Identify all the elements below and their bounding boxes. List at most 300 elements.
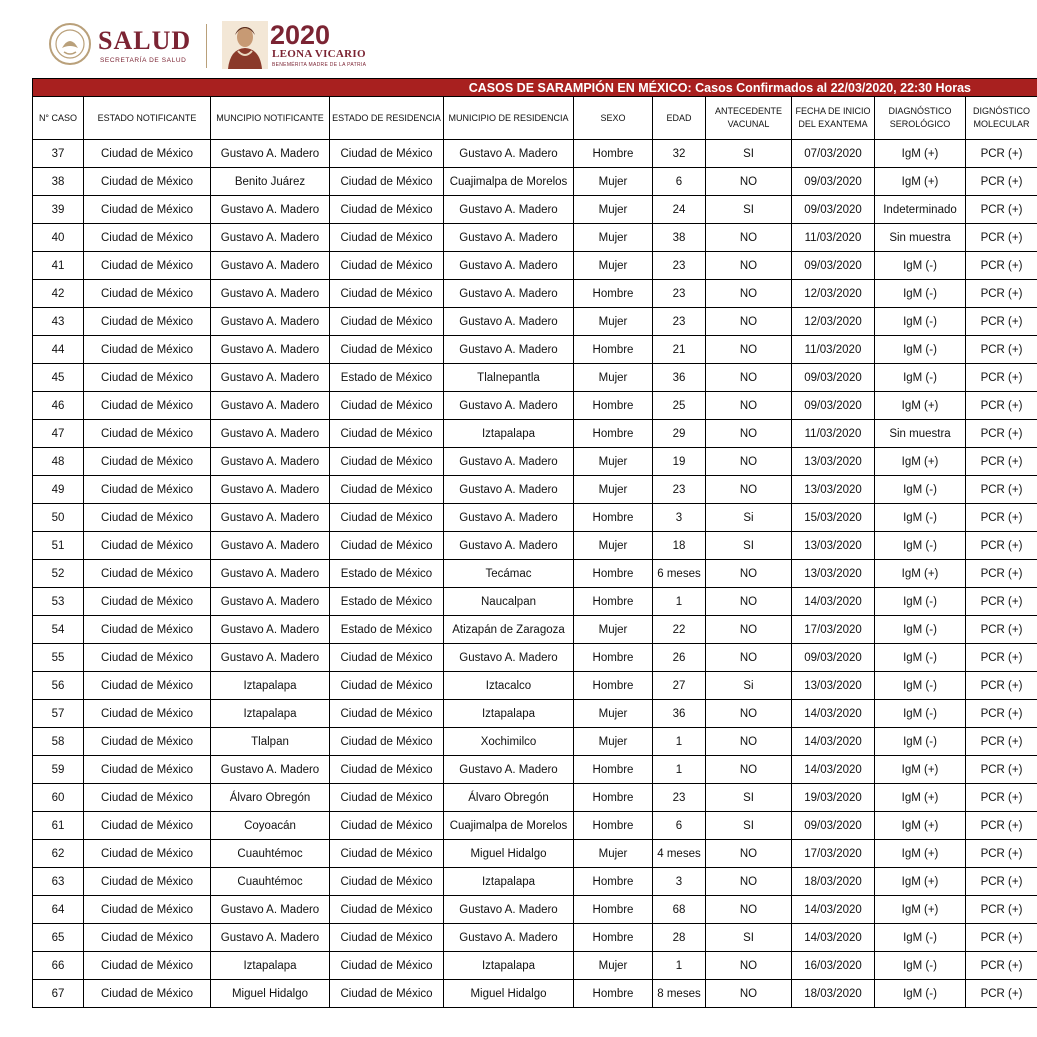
cell-residence-municipality: Gustavo A. Madero bbox=[444, 476, 574, 504]
cell-rash-onset-date: 17/03/2020 bbox=[792, 840, 875, 868]
table-row bbox=[33, 700, 1037, 728]
cell-age: 1 bbox=[653, 588, 706, 616]
cell-reporting-state: Ciudad de México bbox=[84, 672, 211, 700]
cell-sex: Mujer bbox=[574, 168, 653, 196]
cell-age: 68 bbox=[653, 896, 706, 924]
cell-rash-onset-date: 17/03/2020 bbox=[792, 616, 875, 644]
cell-case-number: 60 bbox=[33, 784, 84, 812]
cell-rash-onset-date: 14/03/2020 bbox=[792, 728, 875, 756]
cell-rash-onset-date: 13/03/2020 bbox=[792, 672, 875, 700]
cell-reporting-state: Ciudad de México bbox=[84, 448, 211, 476]
cell-reporting-municipality: Gustavo A. Madero bbox=[211, 896, 330, 924]
cell-age: 23 bbox=[653, 476, 706, 504]
cell-age: 25 bbox=[653, 392, 706, 420]
cell-molecular-diagnosis: PCR (+) bbox=[966, 196, 1037, 224]
cell-case-number: 46 bbox=[33, 392, 84, 420]
cell-case-number: 56 bbox=[33, 672, 84, 700]
cell-residence-state: Ciudad de México bbox=[330, 168, 444, 196]
cell-reporting-state: Ciudad de México bbox=[84, 364, 211, 392]
table-row bbox=[33, 588, 1037, 616]
cell-molecular-diagnosis: PCR (+) bbox=[966, 756, 1037, 784]
cell-serological-diagnosis: IgM (-) bbox=[875, 588, 966, 616]
cell-molecular-diagnosis: PCR (+) bbox=[966, 812, 1037, 840]
cell-sex: Hombre bbox=[574, 280, 653, 308]
table-row bbox=[33, 896, 1037, 924]
cell-vaccination-history: NO bbox=[706, 336, 792, 364]
cell-case-number: 38 bbox=[33, 168, 84, 196]
cell-molecular-diagnosis: PCR (+) bbox=[966, 840, 1037, 868]
cell-sex: Hombre bbox=[574, 140, 653, 168]
column-header-reporting-municipality: MUNCIPIO NOTIFICANTE bbox=[211, 97, 330, 140]
cell-reporting-municipality: Cuauhtémoc bbox=[211, 840, 330, 868]
cell-serological-diagnosis: IgM (+) bbox=[875, 168, 966, 196]
leona-vicario-portrait-icon bbox=[222, 21, 268, 69]
cases-table-container bbox=[32, 78, 1037, 1008]
cell-residence-state: Ciudad de México bbox=[330, 784, 444, 812]
cell-vaccination-history: SI bbox=[706, 924, 792, 952]
cell-rash-onset-date: 13/03/2020 bbox=[792, 476, 875, 504]
cell-case-number: 44 bbox=[33, 336, 84, 364]
cell-residence-municipality: Iztapalapa bbox=[444, 420, 574, 448]
cell-serological-diagnosis: Indeterminado bbox=[875, 196, 966, 224]
cell-reporting-municipality: Gustavo A. Madero bbox=[211, 644, 330, 672]
cell-case-number: 50 bbox=[33, 504, 84, 532]
cell-reporting-state: Ciudad de México bbox=[84, 840, 211, 868]
cell-rash-onset-date: 18/03/2020 bbox=[792, 980, 875, 1008]
cell-serological-diagnosis: IgM (+) bbox=[875, 140, 966, 168]
cell-reporting-municipality: Gustavo A. Madero bbox=[211, 588, 330, 616]
cell-serological-diagnosis: IgM (+) bbox=[875, 896, 966, 924]
cell-residence-state: Ciudad de México bbox=[330, 280, 444, 308]
cell-reporting-municipality: Gustavo A. Madero bbox=[211, 140, 330, 168]
cell-reporting-state: Ciudad de México bbox=[84, 896, 211, 924]
column-header-sex: SEXO bbox=[574, 97, 653, 140]
cell-residence-municipality: Gustavo A. Madero bbox=[444, 448, 574, 476]
cell-case-number: 59 bbox=[33, 756, 84, 784]
table-row bbox=[33, 616, 1037, 644]
cell-vaccination-history: SI bbox=[706, 196, 792, 224]
cell-serological-diagnosis: IgM (-) bbox=[875, 364, 966, 392]
cell-rash-onset-date: 07/03/2020 bbox=[792, 140, 875, 168]
cell-age: 19 bbox=[653, 448, 706, 476]
cell-residence-state: Ciudad de México bbox=[330, 532, 444, 560]
cell-residence-municipality: Iztapalapa bbox=[444, 952, 574, 980]
column-header-vaccination-history: ANTECEDENTE VACUNAL bbox=[706, 97, 792, 140]
cell-reporting-municipality: Gustavo A. Madero bbox=[211, 532, 330, 560]
table-row bbox=[33, 252, 1037, 280]
cell-sex: Hombre bbox=[574, 420, 653, 448]
cell-serological-diagnosis: IgM (+) bbox=[875, 560, 966, 588]
cell-case-number: 55 bbox=[33, 644, 84, 672]
cell-sex: Mujer bbox=[574, 224, 653, 252]
cell-reporting-state: Ciudad de México bbox=[84, 812, 211, 840]
cell-sex: Hombre bbox=[574, 924, 653, 952]
cell-reporting-municipality: Iztapalapa bbox=[211, 700, 330, 728]
cell-serological-diagnosis: Sin muestra bbox=[875, 420, 966, 448]
cell-residence-municipality: Gustavo A. Madero bbox=[444, 280, 574, 308]
cell-reporting-state: Ciudad de México bbox=[84, 728, 211, 756]
column-header-residence-state: ESTADO DE RESIDENCIA bbox=[330, 97, 444, 140]
cell-reporting-state: Ciudad de México bbox=[84, 392, 211, 420]
cell-residence-state: Estado de México bbox=[330, 560, 444, 588]
cell-case-number: 63 bbox=[33, 868, 84, 896]
cell-residence-state: Ciudad de México bbox=[330, 196, 444, 224]
cell-residence-state: Ciudad de México bbox=[330, 756, 444, 784]
cell-age: 21 bbox=[653, 336, 706, 364]
cell-case-number: 52 bbox=[33, 560, 84, 588]
cell-rash-onset-date: 11/03/2020 bbox=[792, 336, 875, 364]
cell-residence-state: Ciudad de México bbox=[330, 644, 444, 672]
column-header-residence-municipality: MUNICIPIO DE RESIDENCIA bbox=[444, 97, 574, 140]
table-row bbox=[33, 224, 1037, 252]
cell-sex: Mujer bbox=[574, 476, 653, 504]
cell-case-number: 37 bbox=[33, 140, 84, 168]
cell-serological-diagnosis: Sin muestra bbox=[875, 224, 966, 252]
cell-sex: Hombre bbox=[574, 644, 653, 672]
cell-residence-municipality: Álvaro Obregón bbox=[444, 784, 574, 812]
table-row bbox=[33, 308, 1037, 336]
cell-residence-municipality: Tecámac bbox=[444, 560, 574, 588]
cell-reporting-municipality: Álvaro Obregón bbox=[211, 784, 330, 812]
cell-age: 27 bbox=[653, 672, 706, 700]
cell-vaccination-history: NO bbox=[706, 364, 792, 392]
cell-molecular-diagnosis: PCR (+) bbox=[966, 924, 1037, 952]
cell-residence-state: Ciudad de México bbox=[330, 336, 444, 364]
cell-reporting-municipality: Benito Juárez bbox=[211, 168, 330, 196]
cell-serological-diagnosis: IgM (-) bbox=[875, 728, 966, 756]
cell-reporting-municipality: Gustavo A. Madero bbox=[211, 196, 330, 224]
cell-rash-onset-date: 09/03/2020 bbox=[792, 196, 875, 224]
cell-residence-municipality: Tlalnepantla bbox=[444, 364, 574, 392]
cell-reporting-state: Ciudad de México bbox=[84, 224, 211, 252]
cell-age: 1 bbox=[653, 952, 706, 980]
cell-reporting-state: Ciudad de México bbox=[84, 280, 211, 308]
cell-rash-onset-date: 09/03/2020 bbox=[792, 252, 875, 280]
cell-vaccination-history: NO bbox=[706, 896, 792, 924]
cell-sex: Hombre bbox=[574, 504, 653, 532]
cell-sex: Mujer bbox=[574, 616, 653, 644]
cell-reporting-municipality: Gustavo A. Madero bbox=[211, 252, 330, 280]
cell-residence-municipality: Gustavo A. Madero bbox=[444, 308, 574, 336]
leona-vicario-subtitle: BENEMÉRITA MADRE DE LA PATRIA bbox=[272, 62, 367, 68]
cell-serological-diagnosis: IgM (-) bbox=[875, 336, 966, 364]
cell-molecular-diagnosis: PCR (+) bbox=[966, 672, 1037, 700]
cell-case-number: 64 bbox=[33, 896, 84, 924]
cell-residence-state: Ciudad de México bbox=[330, 728, 444, 756]
cell-case-number: 66 bbox=[33, 952, 84, 980]
cell-molecular-diagnosis: PCR (+) bbox=[966, 504, 1037, 532]
table-title: CASOS DE SARAMPIÓN EN MÉXICO: Casos Confirmados al 22/03/2020, 22:30 Horas bbox=[33, 79, 1037, 97]
cell-vaccination-history: SI bbox=[706, 812, 792, 840]
cell-rash-onset-date: 09/03/2020 bbox=[792, 812, 875, 840]
cell-vaccination-history: NO bbox=[706, 588, 792, 616]
cell-age: 1 bbox=[653, 728, 706, 756]
table-row bbox=[33, 476, 1037, 504]
cell-sex: Hombre bbox=[574, 672, 653, 700]
cell-reporting-municipality: Gustavo A. Madero bbox=[211, 616, 330, 644]
cell-reporting-municipality: Iztapalapa bbox=[211, 672, 330, 700]
cell-vaccination-history: NO bbox=[706, 224, 792, 252]
cell-residence-state: Ciudad de México bbox=[330, 980, 444, 1008]
cell-sex: Mujer bbox=[574, 700, 653, 728]
table-row bbox=[33, 952, 1037, 980]
cell-residence-municipality: Gustavo A. Madero bbox=[444, 644, 574, 672]
cell-rash-onset-date: 15/03/2020 bbox=[792, 504, 875, 532]
cell-sex: Hombre bbox=[574, 980, 653, 1008]
cell-serological-diagnosis: IgM (+) bbox=[875, 448, 966, 476]
table-row bbox=[33, 812, 1037, 840]
table-row bbox=[33, 840, 1037, 868]
cell-residence-state: Ciudad de México bbox=[330, 224, 444, 252]
cell-serological-diagnosis: IgM (-) bbox=[875, 980, 966, 1008]
cell-molecular-diagnosis: PCR (+) bbox=[966, 168, 1037, 196]
table-row bbox=[33, 532, 1037, 560]
cell-reporting-state: Ciudad de México bbox=[84, 952, 211, 980]
cell-residence-state: Ciudad de México bbox=[330, 700, 444, 728]
cell-reporting-state: Ciudad de México bbox=[84, 924, 211, 952]
logo-header bbox=[48, 20, 408, 72]
cell-rash-onset-date: 13/03/2020 bbox=[792, 560, 875, 588]
cell-case-number: 47 bbox=[33, 420, 84, 448]
cell-reporting-municipality: Miguel Hidalgo bbox=[211, 980, 330, 1008]
cell-molecular-diagnosis: PCR (+) bbox=[966, 644, 1037, 672]
cell-sex: Hombre bbox=[574, 336, 653, 364]
cell-molecular-diagnosis: PCR (+) bbox=[966, 140, 1037, 168]
cell-reporting-municipality: Gustavo A. Madero bbox=[211, 448, 330, 476]
cell-reporting-municipality: Iztapalapa bbox=[211, 952, 330, 980]
cell-rash-onset-date: 16/03/2020 bbox=[792, 952, 875, 980]
column-header-serological-diagnosis: DIAGNÓSTICO SEROLÓGICO bbox=[875, 97, 966, 140]
cell-sex: Mujer bbox=[574, 364, 653, 392]
cell-residence-municipality: Gustavo A. Madero bbox=[444, 504, 574, 532]
cell-sex: Mujer bbox=[574, 728, 653, 756]
cell-reporting-municipality: Gustavo A. Madero bbox=[211, 420, 330, 448]
cell-residence-municipality: Iztacalco bbox=[444, 672, 574, 700]
cell-age: 32 bbox=[653, 140, 706, 168]
cell-residence-municipality: Iztapalapa bbox=[444, 700, 574, 728]
cell-molecular-diagnosis: PCR (+) bbox=[966, 700, 1037, 728]
column-header-age: EDAD bbox=[653, 97, 706, 140]
cell-case-number: 39 bbox=[33, 196, 84, 224]
cell-case-number: 65 bbox=[33, 924, 84, 952]
cell-serological-diagnosis: IgM (+) bbox=[875, 812, 966, 840]
cell-molecular-diagnosis: PCR (+) bbox=[966, 392, 1037, 420]
cell-rash-onset-date: 19/03/2020 bbox=[792, 784, 875, 812]
cell-vaccination-history: NO bbox=[706, 308, 792, 336]
cell-residence-state: Ciudad de México bbox=[330, 392, 444, 420]
cell-sex: Mujer bbox=[574, 952, 653, 980]
cell-residence-municipality: Gustavo A. Madero bbox=[444, 924, 574, 952]
cell-age: 26 bbox=[653, 644, 706, 672]
cell-residence-municipality: Xochimilco bbox=[444, 728, 574, 756]
cell-age: 3 bbox=[653, 504, 706, 532]
cell-case-number: 61 bbox=[33, 812, 84, 840]
cell-vaccination-history: SI bbox=[706, 532, 792, 560]
cell-serological-diagnosis: IgM (-) bbox=[875, 616, 966, 644]
cell-molecular-diagnosis: PCR (+) bbox=[966, 868, 1037, 896]
cell-case-number: 53 bbox=[33, 588, 84, 616]
cell-rash-onset-date: 14/03/2020 bbox=[792, 924, 875, 952]
cell-residence-municipality: Naucalpan bbox=[444, 588, 574, 616]
cell-molecular-diagnosis: PCR (+) bbox=[966, 280, 1037, 308]
cell-age: 6 meses bbox=[653, 560, 706, 588]
cell-vaccination-history: NO bbox=[706, 420, 792, 448]
cell-case-number: 42 bbox=[33, 280, 84, 308]
cell-case-number: 58 bbox=[33, 728, 84, 756]
cell-molecular-diagnosis: PCR (+) bbox=[966, 952, 1037, 980]
cell-reporting-municipality: Coyoacán bbox=[211, 812, 330, 840]
cell-vaccination-history: NO bbox=[706, 616, 792, 644]
cell-residence-state: Ciudad de México bbox=[330, 420, 444, 448]
cell-rash-onset-date: 11/03/2020 bbox=[792, 224, 875, 252]
cell-sex: Hombre bbox=[574, 868, 653, 896]
cell-residence-state: Ciudad de México bbox=[330, 924, 444, 952]
cell-rash-onset-date: 14/03/2020 bbox=[792, 700, 875, 728]
cell-age: 18 bbox=[653, 532, 706, 560]
cell-vaccination-history: NO bbox=[706, 168, 792, 196]
cell-case-number: 48 bbox=[33, 448, 84, 476]
leona-vicario-wordmark: LEONA VICARIO bbox=[272, 48, 366, 60]
cell-reporting-municipality: Gustavo A. Madero bbox=[211, 364, 330, 392]
cell-reporting-municipality: Gustavo A. Madero bbox=[211, 924, 330, 952]
cell-molecular-diagnosis: PCR (+) bbox=[966, 308, 1037, 336]
table-row bbox=[33, 168, 1037, 196]
cell-sex: Hombre bbox=[574, 392, 653, 420]
cell-serological-diagnosis: IgM (-) bbox=[875, 644, 966, 672]
cell-reporting-municipality: Gustavo A. Madero bbox=[211, 560, 330, 588]
cell-residence-state: Ciudad de México bbox=[330, 672, 444, 700]
table-row bbox=[33, 336, 1037, 364]
cell-reporting-municipality: Gustavo A. Madero bbox=[211, 504, 330, 532]
cell-residence-municipality: Gustavo A. Madero bbox=[444, 224, 574, 252]
table-row bbox=[33, 420, 1037, 448]
table-row bbox=[33, 392, 1037, 420]
cell-reporting-state: Ciudad de México bbox=[84, 756, 211, 784]
cell-age: 23 bbox=[653, 308, 706, 336]
cell-residence-state: Ciudad de México bbox=[330, 252, 444, 280]
cell-reporting-state: Ciudad de México bbox=[84, 308, 211, 336]
cell-molecular-diagnosis: PCR (+) bbox=[966, 560, 1037, 588]
cell-vaccination-history: NO bbox=[706, 700, 792, 728]
cell-molecular-diagnosis: PCR (+) bbox=[966, 336, 1037, 364]
cell-reporting-state: Ciudad de México bbox=[84, 980, 211, 1008]
salud-subtitle: SECRETARÍA DE SALUD bbox=[100, 57, 187, 64]
cell-serological-diagnosis: IgM (-) bbox=[875, 700, 966, 728]
cell-reporting-state: Ciudad de México bbox=[84, 168, 211, 196]
cell-serological-diagnosis: IgM (-) bbox=[875, 504, 966, 532]
cell-vaccination-history: NO bbox=[706, 392, 792, 420]
table-row bbox=[33, 756, 1037, 784]
cell-reporting-municipality: Tlalpan bbox=[211, 728, 330, 756]
cell-molecular-diagnosis: PCR (+) bbox=[966, 728, 1037, 756]
cell-rash-onset-date: 14/03/2020 bbox=[792, 756, 875, 784]
cell-vaccination-history: SI bbox=[706, 784, 792, 812]
cell-rash-onset-date: 09/03/2020 bbox=[792, 644, 875, 672]
cell-reporting-state: Ciudad de México bbox=[84, 588, 211, 616]
table-row bbox=[33, 924, 1037, 952]
cell-case-number: 62 bbox=[33, 840, 84, 868]
cell-vaccination-history: NO bbox=[706, 840, 792, 868]
cell-sex: Hombre bbox=[574, 756, 653, 784]
cell-serological-diagnosis: IgM (+) bbox=[875, 840, 966, 868]
cell-reporting-municipality: Gustavo A. Madero bbox=[211, 280, 330, 308]
cell-case-number: 54 bbox=[33, 616, 84, 644]
cell-vaccination-history: NO bbox=[706, 280, 792, 308]
cell-serological-diagnosis: IgM (+) bbox=[875, 868, 966, 896]
cell-age: 36 bbox=[653, 364, 706, 392]
cell-rash-onset-date: 12/03/2020 bbox=[792, 280, 875, 308]
cell-age: 23 bbox=[653, 280, 706, 308]
cell-reporting-municipality: Gustavo A. Madero bbox=[211, 224, 330, 252]
cell-residence-state: Ciudad de México bbox=[330, 896, 444, 924]
cell-reporting-state: Ciudad de México bbox=[84, 784, 211, 812]
cell-age: 6 bbox=[653, 812, 706, 840]
column-header-case-number: N° CASO bbox=[33, 97, 84, 140]
cell-serological-diagnosis: IgM (+) bbox=[875, 392, 966, 420]
cell-residence-municipality: Atizapán de Zaragoza bbox=[444, 616, 574, 644]
cell-residence-municipality: Gustavo A. Madero bbox=[444, 336, 574, 364]
table-row bbox=[33, 364, 1037, 392]
cell-residence-state: Ciudad de México bbox=[330, 812, 444, 840]
cell-case-number: 41 bbox=[33, 252, 84, 280]
cell-serological-diagnosis: IgM (-) bbox=[875, 280, 966, 308]
table-row bbox=[33, 672, 1037, 700]
table-body bbox=[33, 140, 1037, 1008]
cell-rash-onset-date: 11/03/2020 bbox=[792, 420, 875, 448]
cell-reporting-state: Ciudad de México bbox=[84, 140, 211, 168]
cell-residence-state: Estado de México bbox=[330, 588, 444, 616]
table-row bbox=[33, 560, 1037, 588]
cell-reporting-state: Ciudad de México bbox=[84, 616, 211, 644]
table-row bbox=[33, 140, 1037, 168]
cell-reporting-municipality: Gustavo A. Madero bbox=[211, 392, 330, 420]
cell-molecular-diagnosis: PCR (+) bbox=[966, 420, 1037, 448]
logo-divider bbox=[206, 24, 207, 68]
cell-age: 36 bbox=[653, 700, 706, 728]
cell-molecular-diagnosis: PCR (+) bbox=[966, 980, 1037, 1008]
salud-wordmark: SALUD bbox=[98, 26, 192, 55]
cell-reporting-municipality: Gustavo A. Madero bbox=[211, 308, 330, 336]
cell-sex: Mujer bbox=[574, 840, 653, 868]
cell-residence-municipality: Miguel Hidalgo bbox=[444, 840, 574, 868]
cell-case-number: 51 bbox=[33, 532, 84, 560]
cell-molecular-diagnosis: PCR (+) bbox=[966, 588, 1037, 616]
cell-reporting-municipality: Gustavo A. Madero bbox=[211, 756, 330, 784]
cell-reporting-state: Ciudad de México bbox=[84, 700, 211, 728]
cell-vaccination-history: SI bbox=[706, 140, 792, 168]
cell-age: 23 bbox=[653, 784, 706, 812]
cell-age: 24 bbox=[653, 196, 706, 224]
column-header-rash-onset-date: FECHA DE INICIO DEL EXANTEMA bbox=[792, 97, 875, 140]
cell-serological-diagnosis: IgM (-) bbox=[875, 924, 966, 952]
cell-vaccination-history: NO bbox=[706, 756, 792, 784]
table-row bbox=[33, 196, 1037, 224]
cell-sex: Hombre bbox=[574, 560, 653, 588]
column-header-molecular-diagnosis: DIGNÓSTICO MOLECULAR bbox=[966, 97, 1037, 140]
table-row bbox=[33, 728, 1037, 756]
cell-case-number: 45 bbox=[33, 364, 84, 392]
cell-residence-municipality: Gustavo A. Madero bbox=[444, 896, 574, 924]
coat-of-arms-icon bbox=[48, 22, 92, 66]
cell-serological-diagnosis: IgM (-) bbox=[875, 672, 966, 700]
cell-reporting-municipality: Gustavo A. Madero bbox=[211, 476, 330, 504]
cell-case-number: 43 bbox=[33, 308, 84, 336]
cell-reporting-state: Ciudad de México bbox=[84, 504, 211, 532]
table-row bbox=[33, 504, 1037, 532]
cell-molecular-diagnosis: PCR (+) bbox=[966, 896, 1037, 924]
cell-rash-onset-date: 13/03/2020 bbox=[792, 532, 875, 560]
cell-age: 28 bbox=[653, 924, 706, 952]
